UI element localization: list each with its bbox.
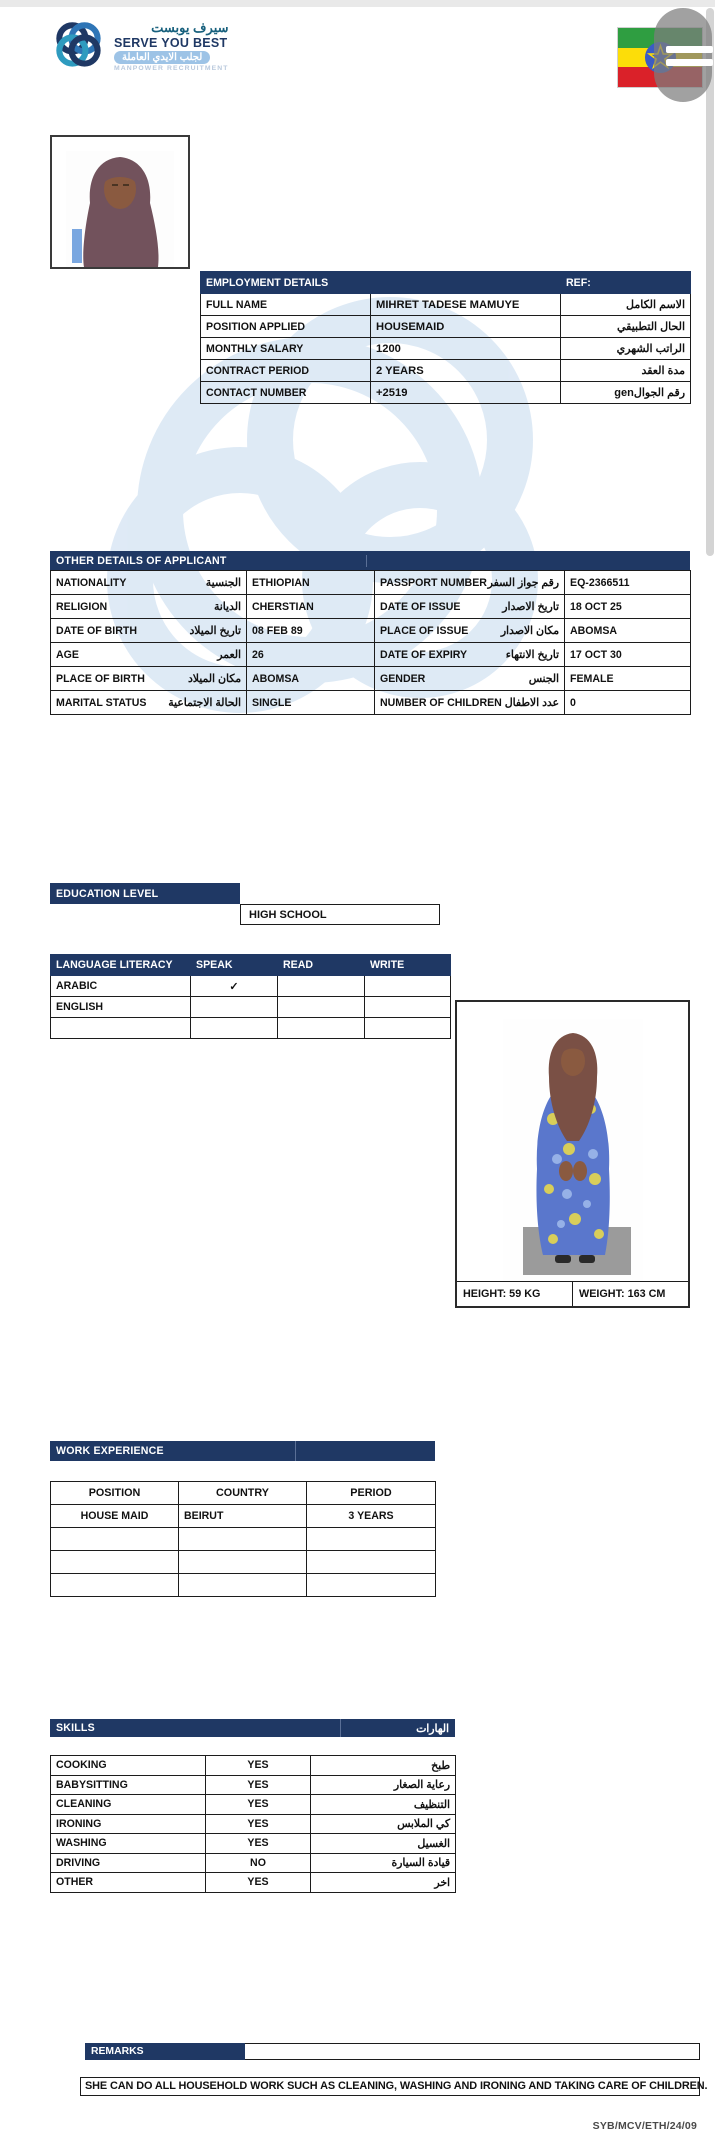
- table-row: [51, 691, 691, 715]
- skill-arabic: قيادة السيارة: [311, 1853, 456, 1873]
- table-row: [51, 619, 691, 643]
- remarks-title: REMARKS: [85, 2043, 245, 2060]
- skill-value: NO: [206, 1853, 311, 1873]
- language-literacy-table: [50, 954, 451, 1039]
- speak-cell: [191, 997, 278, 1018]
- column-header: POSITION: [51, 1482, 179, 1505]
- ref-label: REF:: [561, 272, 691, 294]
- other-details-table: [50, 570, 691, 715]
- table-row: [51, 667, 691, 691]
- work-experience-table: [50, 1481, 436, 1597]
- field-label: RELIGION: [56, 600, 108, 613]
- skill-name: COOKING: [51, 1756, 206, 1776]
- field-label-arabic: الحال التطبيقي: [561, 316, 691, 338]
- skill-name: WASHING: [51, 1834, 206, 1854]
- write-cell: [365, 1018, 451, 1039]
- table-row: [201, 360, 691, 382]
- remarks-header: [85, 2043, 700, 2060]
- field-label: MARITAL STATUS: [56, 696, 147, 709]
- logo-tagline: MANPOWER RECRUITMENT: [114, 64, 229, 72]
- field-label: PLACE OF BIRTH: [56, 672, 145, 685]
- table-row: [51, 1551, 436, 1574]
- field-label-arabic: الراتب الشهري: [561, 338, 691, 360]
- skills-table: [50, 1755, 456, 1893]
- skill-arabic: التنظيف: [311, 1795, 456, 1815]
- field-value: ABOMSA: [565, 619, 691, 643]
- skill-name: CLEANING: [51, 1795, 206, 1815]
- field-label-arabic: رقم الجوالgen: [561, 382, 691, 404]
- period-value: 3 YEARS: [307, 1505, 436, 1528]
- field-value: MIHRET TADESE MAMUYE: [371, 294, 561, 316]
- field-value: ABOMSA: [247, 667, 375, 691]
- field-value: 1200: [371, 338, 561, 360]
- skills-title-arabic: الهارات: [416, 1722, 449, 1735]
- field-label-arabic: الديانة: [213, 601, 241, 613]
- field-label-arabic: عدد الاطفال: [504, 697, 559, 709]
- fullbody-illustration: [483, 1019, 663, 1281]
- applicant-portrait-photo: [50, 135, 190, 269]
- skill-value: YES: [206, 1756, 311, 1776]
- column-header: LANGUAGE LITERACY: [51, 955, 191, 976]
- table-row: [51, 997, 451, 1018]
- field-label: DATE OF EXPIRY: [380, 648, 468, 661]
- field-label-arabic: تاريخ الميلاد: [189, 625, 241, 637]
- table-row: [51, 1814, 456, 1834]
- language-name: ENGLISH: [51, 997, 191, 1018]
- table-row: [51, 1795, 456, 1815]
- skill-value: YES: [206, 1834, 311, 1854]
- field-value: FEMALE: [565, 667, 691, 691]
- skill-value: YES: [206, 1775, 311, 1795]
- logo-arabic-title: سيرف يوبست: [151, 20, 229, 36]
- menu-bar-icon: [666, 46, 713, 53]
- country-value: [179, 1551, 307, 1574]
- portrait-illustration: [66, 151, 174, 267]
- table-row: [51, 571, 691, 595]
- field-value: 17 OCT 30: [565, 643, 691, 667]
- country-value: BEIRUT: [179, 1505, 307, 1528]
- menu-bar-icon: [666, 59, 713, 66]
- skill-arabic: الغسيل: [311, 1834, 456, 1854]
- field-label: GENDER: [380, 672, 426, 685]
- browser-top-strip: [0, 0, 715, 7]
- table-row: [51, 1505, 436, 1528]
- remarks-text: SHE CAN DO ALL HOUSEHOLD WORK SUCH AS CLEANING, WASHING AND IRONING AND TAKING CARE OF CHILDREN.: [80, 2077, 700, 2096]
- country-value: [179, 1574, 307, 1597]
- logo-arabic-tagline: لجلب الايدي العاملة: [114, 51, 210, 64]
- field-value: 2 YEARS: [371, 360, 561, 382]
- field-label-arabic: الحالة الاجتماعية: [168, 697, 241, 709]
- language-name: ARABIC: [51, 976, 191, 997]
- country-value: [179, 1528, 307, 1551]
- education-level-label: EDUCATION LEVEL: [50, 883, 240, 904]
- field-label: NUMBER OF CHILDREN: [380, 696, 502, 709]
- field-value: 18 OCT 25: [565, 595, 691, 619]
- field-label: PLACE OF ISSUE: [380, 624, 469, 637]
- work-experience-header: [50, 1441, 435, 1461]
- skill-name: DRIVING: [51, 1853, 206, 1873]
- field-value: 26: [247, 643, 375, 667]
- field-label: CONTACT NUMBER: [201, 382, 371, 404]
- period-value: [307, 1574, 436, 1597]
- read-cell: [278, 997, 365, 1018]
- table-row: [201, 316, 691, 338]
- other-details-header: [50, 551, 690, 570]
- position-value: [51, 1528, 179, 1551]
- field-label-arabic: العمر: [217, 649, 241, 661]
- column-header: WRITE: [365, 955, 451, 976]
- height-value: HEIGHT: 59 KG: [463, 1288, 541, 1300]
- table-row: [51, 1574, 436, 1597]
- floating-menu-button[interactable]: [654, 8, 712, 102]
- field-label-arabic: مدة العقد: [561, 360, 691, 382]
- field-label-arabic: مكان الاصدار: [500, 625, 559, 637]
- table-row: [201, 382, 691, 404]
- work-experience-title: WORK EXPERIENCE: [56, 1441, 296, 1461]
- table-row: [51, 643, 691, 667]
- period-value: [307, 1551, 436, 1574]
- skill-arabic: طبخ: [311, 1756, 456, 1776]
- skill-value: YES: [206, 1873, 311, 1893]
- speak-cell: [191, 1018, 278, 1039]
- skills-header: [50, 1719, 455, 1737]
- field-label: MONTHLY SALARY: [201, 338, 371, 360]
- field-value: ETHIOPIAN: [247, 571, 375, 595]
- skill-name: BABYSITTING: [51, 1775, 206, 1795]
- skill-value: YES: [206, 1814, 311, 1834]
- language-name: [51, 1018, 191, 1039]
- table-row: [51, 1853, 456, 1873]
- skill-arabic: رعاية الصغار: [311, 1775, 456, 1795]
- field-label-arabic: مكان الميلاد: [187, 673, 241, 685]
- table-row: [201, 338, 691, 360]
- column-header: PERIOD: [307, 1482, 436, 1505]
- field-label: PASSPORT NUMBER: [380, 576, 487, 589]
- table-row: [51, 1018, 451, 1039]
- table-row: [51, 1873, 456, 1893]
- field-value: +2519: [371, 382, 561, 404]
- logo-name: SERVE YOU BEST: [114, 35, 228, 50]
- field-label: FULL NAME: [201, 294, 371, 316]
- company-logo: [50, 16, 290, 78]
- column-header: SPEAK: [191, 955, 278, 976]
- skill-value: YES: [206, 1795, 311, 1815]
- document-reference: SYB/MCV/ETH/24/09: [592, 2119, 697, 2132]
- field-label-arabic: الاسم الكامل: [561, 294, 691, 316]
- table-row: [201, 294, 691, 316]
- field-value: SINGLE: [247, 691, 375, 715]
- period-value: [307, 1528, 436, 1551]
- table-row: [51, 1756, 456, 1776]
- speak-checkmark: ✓: [191, 976, 278, 997]
- field-label: CONTRACT PERIOD: [201, 360, 371, 382]
- field-value: HOUSEMAID: [371, 316, 561, 338]
- field-value: CHERSTIAN: [247, 595, 375, 619]
- position-value: HOUSE MAID: [51, 1505, 179, 1528]
- field-label: NATIONALITY: [56, 576, 127, 589]
- skill-name: IRONING: [51, 1814, 206, 1834]
- write-cell: [365, 976, 451, 997]
- field-label: DATE OF ISSUE: [380, 600, 461, 613]
- position-value: [51, 1574, 179, 1597]
- table-row: [51, 976, 451, 997]
- employment-details-table: [200, 271, 691, 404]
- logo-knot-icon: [50, 16, 106, 72]
- field-label: POSITION APPLIED: [201, 316, 371, 338]
- height-weight-row: [457, 1281, 688, 1306]
- scrollbar[interactable]: [706, 8, 714, 556]
- position-value: [51, 1551, 179, 1574]
- education-level-value: HIGH SCHOOL: [240, 904, 440, 925]
- field-label-arabic: الجنسية: [205, 577, 241, 589]
- field-label-arabic: رقم جواز السفر: [487, 577, 559, 589]
- column-header: COUNTRY: [179, 1482, 307, 1505]
- field-value: 0: [565, 691, 691, 715]
- field-value: 08 FEB 89: [247, 619, 375, 643]
- read-cell: [278, 976, 365, 997]
- skills-title: SKILLS: [56, 1719, 341, 1737]
- field-label-arabic: تاريخ الاصدار: [502, 601, 559, 613]
- employment-section-title: EMPLOYMENT DETAILS: [201, 272, 561, 294]
- field-value: EQ-2366511: [565, 571, 691, 595]
- skill-name: OTHER: [51, 1873, 206, 1893]
- column-header: READ: [278, 955, 365, 976]
- remarks-empty-cell: [245, 2043, 700, 2060]
- field-label: DATE OF BIRTH: [56, 624, 138, 637]
- table-row: [51, 1528, 436, 1551]
- table-row: [51, 595, 691, 619]
- skill-arabic: اخر: [311, 1873, 456, 1893]
- table-row: [51, 1775, 456, 1795]
- applicant-fullbody-photo: [455, 1000, 690, 1308]
- write-cell: [365, 997, 451, 1018]
- other-details-section: [50, 551, 690, 715]
- read-cell: [278, 1018, 365, 1039]
- field-label: AGE: [56, 648, 79, 661]
- field-label-arabic: تاريخ الانتهاء: [505, 649, 559, 661]
- table-row: [51, 1834, 456, 1854]
- other-details-title: OTHER DETAILS OF APPLICANT: [56, 555, 367, 567]
- skill-arabic: كي الملابس: [311, 1814, 456, 1834]
- field-label-arabic: الجنس: [528, 673, 559, 685]
- weight-value: WEIGHT: 163 CM: [572, 1282, 688, 1306]
